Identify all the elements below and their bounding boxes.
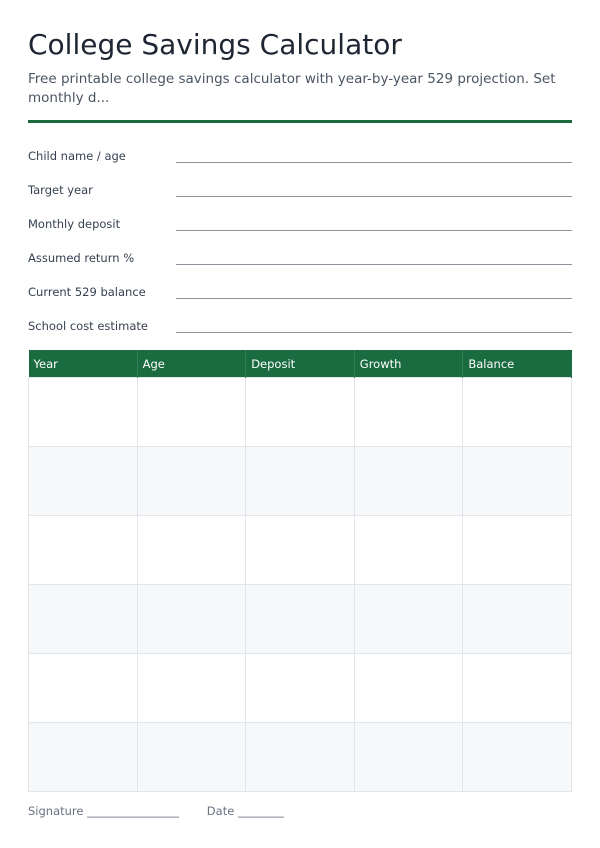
table-cell[interactable] (29, 378, 138, 447)
table-row (29, 654, 572, 723)
table-cell[interactable] (137, 585, 246, 654)
table-cell[interactable] (354, 723, 463, 792)
signature-footer (28, 804, 284, 818)
date-line[interactable]: Date ________ (206, 804, 284, 818)
column-header-year: Year (29, 350, 138, 378)
page-subtitle: Free printable college savings calculator with year-by-year 529 projection. Set monthly d... (28, 71, 556, 106)
table-cell[interactable] (137, 723, 246, 792)
table-cell[interactable] (29, 654, 138, 723)
table-cell[interactable] (354, 378, 463, 447)
column-header-balance: Balance (463, 350, 572, 378)
table-cell[interactable] (137, 378, 246, 447)
table-cell[interactable] (29, 723, 138, 792)
table-header-row (29, 350, 572, 378)
table-cell[interactable] (463, 516, 572, 585)
field-school-cost-estimate (28, 310, 572, 344)
field-assumed-return (28, 242, 572, 276)
table-cell[interactable] (463, 378, 572, 447)
field-label: Assumed return % (28, 251, 135, 265)
field-label: Monthly deposit (28, 217, 121, 231)
field-child-name-age (28, 140, 572, 174)
field-label: Current 529 balance (28, 285, 146, 299)
table-cell[interactable] (137, 654, 246, 723)
field-label: Target year (28, 183, 93, 197)
table-row (29, 585, 572, 654)
table-cell[interactable] (354, 654, 463, 723)
header-divider (28, 120, 572, 123)
document-page (28, 0, 572, 848)
projection-table (28, 350, 572, 792)
table-cell[interactable] (137, 447, 246, 516)
table-cell[interactable] (29, 585, 138, 654)
table-cell[interactable] (29, 447, 138, 516)
table-row (29, 447, 572, 516)
field-current-529-balance (28, 276, 572, 310)
page-title: College Savings Calculator (28, 28, 402, 61)
input-fields (28, 140, 572, 344)
table-cell[interactable] (246, 723, 355, 792)
field-monthly-deposit (28, 208, 572, 242)
table-cell[interactable] (246, 378, 355, 447)
fill-in-line[interactable] (176, 264, 572, 265)
table-cell[interactable] (463, 447, 572, 516)
fill-in-line[interactable] (176, 298, 572, 299)
table-cell[interactable] (463, 585, 572, 654)
field-target-year (28, 174, 572, 208)
table-cell[interactable] (354, 447, 463, 516)
column-header-age: Age (137, 350, 246, 378)
fill-in-line[interactable] (176, 196, 572, 197)
table-cell[interactable] (246, 516, 355, 585)
table-cell[interactable] (354, 585, 463, 654)
table-cell[interactable] (29, 516, 138, 585)
fill-in-line[interactable] (176, 230, 572, 231)
fill-in-line[interactable] (176, 332, 572, 333)
fill-in-line[interactable] (176, 162, 572, 163)
table-row (29, 516, 572, 585)
table-cell[interactable] (463, 723, 572, 792)
table-cell[interactable] (246, 654, 355, 723)
field-label: Child name / age (28, 149, 126, 163)
table-cell[interactable] (137, 516, 246, 585)
table-cell[interactable] (246, 585, 355, 654)
table-cell[interactable] (354, 516, 463, 585)
table-row (29, 723, 572, 792)
column-header-growth: Growth (354, 350, 463, 378)
table-cell[interactable] (463, 654, 572, 723)
column-header-deposit: Deposit (246, 350, 355, 378)
table-cell[interactable] (246, 447, 355, 516)
signature-line[interactable]: Signature ________________ (28, 804, 180, 818)
field-label: School cost estimate (28, 319, 148, 333)
table-row (29, 378, 572, 447)
